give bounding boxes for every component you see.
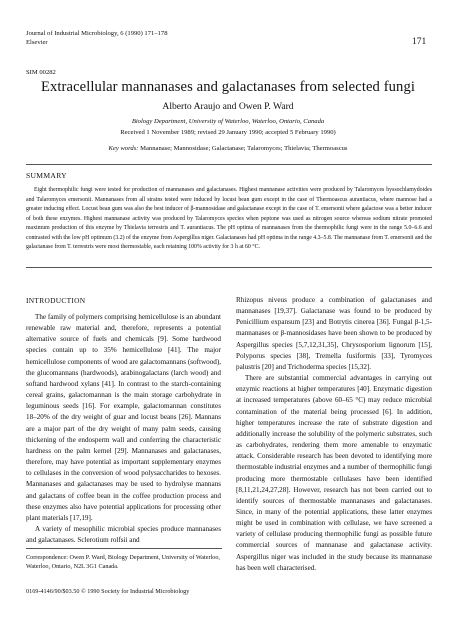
body-paragraph: Rhizopus niveus produce a combination of galactanases and mannanases [19,37]. Galactanase was found to be produced by Penicillium expansum [23] and Botrytis cinerea [36]. Fungal β-1,5-mannanases or β-mannosidases have been shown to be produced by Aspergillus species [5,7,12,31,35], Chrysosporium lignorum [15], Polyporus species [38], Tremella fusiformis [33], Tyromyces palustris [20] and Trichoderma species [15,32].	[236, 296, 432, 371]
summary-bottom-divider	[26, 267, 432, 268]
footnote-divider	[26, 548, 222, 549]
page-number: 171	[412, 37, 427, 47]
article-id: SIM 00282	[26, 69, 56, 76]
article-title: Extracellular mannanases and galactanases from selected fungi	[40, 79, 416, 95]
summary-heading: SUMMARY	[26, 171, 67, 180]
running-head	[26, 30, 168, 47]
keywords-list: Mannanase; Mannosidase; Galactanase; Talaromyces; Thielavia; Thermoascus	[140, 145, 348, 152]
received-dates: Received 1 November 1989; revised 29 January 1990; accepted 5 February 1990)	[120, 129, 336, 136]
journal-citation: Journal of Industrial Microbiology, 6 (1990) 171–178	[26, 30, 168, 37]
summary-abstract	[26, 186, 432, 253]
body-paragraph: A variety of mesophilic microbial species produce mannanases and galactanases. Sclerotium rolfsii and	[26, 524, 221, 545]
article-authors: Alberto Araujo and Owen P. Ward	[162, 101, 294, 112]
publisher-name: Elsevier	[26, 38, 48, 46]
introduction-heading: INTRODUCTION	[26, 296, 86, 305]
copyright-line: 0169-4146/90/$03.50 © 1990 Society for Industrial Microbiology	[26, 588, 190, 595]
body-paragraph: The family of polymers comprising hemicellulose is an abundant renewable raw material and, therefore, represents a potential alternative source of fuels and chemicals [9]. Some hardwood species contain up to 35% hemicellulose [41]. The major hemicellulose components of wood are galactomannans (softwood), the glucomannans (hardwoods), arabinogalactans (larch wood) and softand hardwood xylans [41]. In contrast to the starch-containing cereal grains, galactomannan is the main storage carbohydrate in leguminous seeds [16]. For example, galactomannan constitutes 18–20% of the dry weight of guar and locust beans [26]. Mannans are a major part of the dry weight of many palm seeds, causing thickening of the endosperm wall and conferring the characteristic hardness on the palm kernel [29]. Mannanases and galactanases, therefore, may have potential as important supplementary enzymes to cellulases in the conversion of wood polysaccharides to hexoses. Mannanases and galactanases may be used to hydrolyse mannans and galactans of coffee bean in the coffee production process and these enzymes also have potential applications for processing other plant materials [17,19].	[26, 313, 222, 522]
body-paragraph: There are substantial commercial advantages in carrying out enzymic reactions at higher temperatures [40]. Enzymatic digestion at increased temperatures (above 60–65 °C) may reduce microbial contamination of the material being processed [6]. In addition, higher temperatures increase the rate of substrate digestion and additionally increase the solubility of the polymeric substrates, such as carbohydrates, rendering them more amenable to enzymatic attack. Considerable research has been devoted to identifying more thermostable industrial enzymes and a number of thermophilic fungi producing more thermostable cellulases have been identified [8,11,21,24,27,28]. However, research has not been carried out to identify sources of thermostable mannanases and galactanases. Since, in many of the potential applications, these latter enzymes might be used in combination with cellulase, we have screened a variety of cellulase producing thermophilic fungi as possible future commercial sources of mannanase and galactanase activity. Aspergillus niger was included in the study because its mannanase has been well characterised.	[236, 374, 432, 572]
left-column	[26, 312, 221, 546]
author-affiliation: Biology Department, University of Waterloo, Waterloo, Ontario, Canada	[131, 118, 325, 125]
correspondence-footnote: Correspondence: Owen P. Ward, Biology Department, University of Waterloo, Waterloo, Ontario, N2L 3G1 Canada.	[26, 554, 220, 571]
keywords-label: Key words:	[108, 145, 139, 152]
summary-top-divider	[26, 164, 432, 165]
keywords-line	[0, 145, 456, 152]
summary-paragraph: Eight thermophilic fungi were tested for production of mannanases and galactanases. Highest mannanase activities were produced by Talaromyces byssochlamydoides and Talaromyces emersonii. Mannanases from all strains tested were induced by locust bean gum except in the case of Thermoascus aurantiacus, where mannose had a greater inducing effect. Locust bean gum was also the best inducer of β-mannosidase and galactanase except in the case of T. emersonii where galactose was a better inducer of both these enzymes. Highest mannanase activity was produced by Talaromyces species when peptone was used as nitrogen source whereas sodium nitrate promoted maximum production of this enzyme by Thielavia terrestris and T. aurantiacus. The pH optima of mannanases from the thermophilic fungi were in the range 5.0–6.6 and contrasted with the low pH optimum (3.2) of the enzyme from Aspergillus niger. Galactanases had pH optima in the range 4.3–5.8. The mannanase from T. emersonii and the galactanase from T. terrestris were most thermostable, each retaining 100% activity for 3 h at 60 °C.	[26, 187, 432, 250]
right-column	[236, 295, 432, 574]
